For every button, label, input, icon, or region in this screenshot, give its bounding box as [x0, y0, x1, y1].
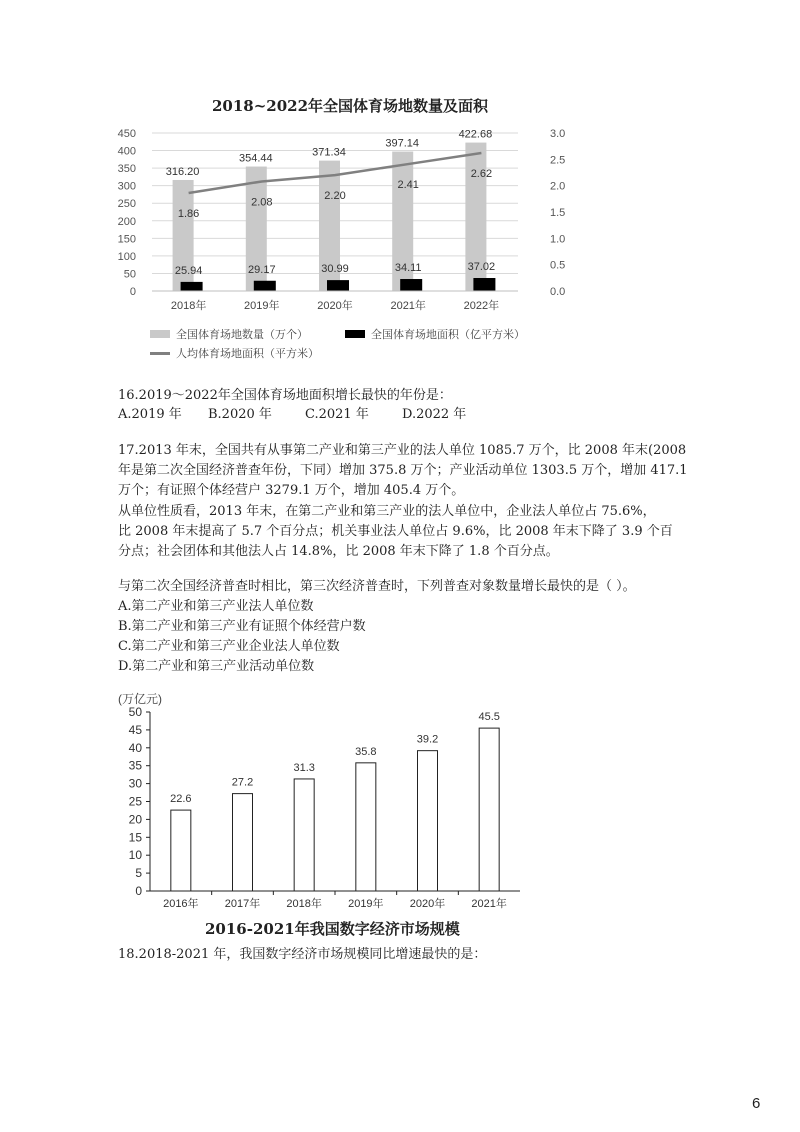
- data-label-per-capita: 2.41: [397, 179, 419, 192]
- y-right-tick-label: 3.0: [550, 128, 566, 140]
- q17-line-6: 分点；社会团体和其他法人占 14.8%，比 2008 年末下降了 1.8 个百分点。: [118, 544, 559, 559]
- bar-area: [473, 278, 495, 291]
- x-tick-label: 2019年: [244, 300, 280, 312]
- q17-option-a: A.第二产业和第三产业法人单位数: [118, 599, 314, 614]
- y-right-tick-label: 1.5: [550, 207, 566, 219]
- chart1-title: 2018~2022年全国体育场地数量及面积: [211, 97, 489, 115]
- data-label-area: 30.99: [321, 263, 349, 276]
- y-right-tick-label: 0.5: [550, 259, 566, 272]
- y-tick-label: 50: [128, 705, 142, 719]
- bar: [233, 794, 253, 891]
- y-tick-label: 30: [128, 776, 142, 791]
- data-label-area: 29.17: [248, 263, 276, 276]
- data-label-count: 316.20: [165, 165, 200, 178]
- legend-item-area: [345, 326, 525, 342]
- y-left-tick-label: 0: [129, 286, 136, 298]
- bar: [294, 779, 314, 891]
- y-tick-label: 40: [128, 740, 142, 755]
- x-tick-label: 2020年: [317, 300, 353, 312]
- data-label: 31.3: [293, 761, 315, 774]
- data-label-count: 422.68: [458, 128, 493, 141]
- data-label-area: 37.02: [467, 261, 496, 274]
- x-tick-label: 2019年: [348, 898, 384, 910]
- y-left-tick-label: 100: [117, 250, 136, 263]
- x-tick-label: 2018年: [286, 898, 322, 910]
- y-tick-label: 25: [128, 794, 142, 809]
- legend-swatch-per-capita: [150, 352, 170, 355]
- q17-line-4: 从单位性质看，2013 年末，在第二产业和第三产业的法人单位中，企业法人单位占 75.6%，: [118, 504, 656, 519]
- y-left-tick-label: 450: [117, 128, 136, 140]
- legend-item-count: [150, 326, 308, 342]
- y-left-tick-label: 50: [123, 268, 136, 281]
- q16-stem: 16.2019～2022年全国体育场地面积增长最快的年份是：: [118, 388, 452, 403]
- y-right-tick-label: 2.5: [550, 154, 566, 167]
- q17-option-d: D.第二产业和第三产业活动单位数: [118, 659, 315, 674]
- data-label: 27.2: [231, 776, 254, 789]
- q16-option-d: D.2022 年: [402, 407, 467, 422]
- legend-label-count: 全国体育场地数量（万个）: [176, 329, 308, 341]
- q16-option-c: C.2021 年: [305, 407, 369, 422]
- q17-option-c: C.第二产业和第三产业企业法人单位数: [118, 639, 340, 654]
- data-label-per-capita: 2.20: [324, 190, 346, 203]
- y-tick-label: 35: [128, 758, 142, 773]
- y-left-tick-label: 150: [117, 233, 136, 246]
- q16-option-b: B.2020 年: [208, 407, 272, 422]
- legend-swatch-count: [150, 330, 170, 338]
- x-tick-label: 2016年: [163, 898, 199, 910]
- chart2-svg: [110, 700, 530, 918]
- q18-stem: 18.2018-2021 年，我国数字经济市场规模同比增速最快的是：: [118, 947, 487, 962]
- y-tick-label: 10: [128, 848, 142, 863]
- data-label-area: 34.11: [394, 262, 422, 275]
- x-tick-label: 2021年: [471, 898, 507, 910]
- q17-line-5: 比 2008 年末提高了 5.7 个百分点；机关事业法人单位占 9.6%，比 2008 年末下降了 3.9 个百: [118, 524, 673, 539]
- page-number: 6: [752, 1095, 761, 1112]
- bar-area: [400, 279, 422, 291]
- q17-line-2: 年是第二次全国经济普查年份，下同）增加 375.8 万个；产业活动单位 1303.5 万个，增加 417.1: [118, 463, 688, 478]
- bar-area: [181, 282, 203, 291]
- y-left-tick-label: 350: [117, 163, 136, 176]
- bar-area: [327, 280, 349, 291]
- x-tick-label: 2017年: [224, 898, 261, 910]
- y-tick-label: 15: [128, 830, 142, 845]
- q17-line-1: 17.2013 年末，全国共有从事第二产业和第三产业的法人单位 1085.7 万个，比 2008 年末(2008: [118, 443, 687, 458]
- y-tick-label: 5: [135, 866, 142, 881]
- data-label-count: 354.44: [238, 152, 273, 165]
- legend-label-per-capita: 人均体育场地面积（平方米）: [176, 348, 319, 360]
- x-tick-label: 2020年: [409, 898, 446, 910]
- y-left-tick-label: 200: [117, 215, 136, 228]
- data-label-per-capita: 2.62: [470, 168, 493, 181]
- bar: [479, 728, 499, 891]
- data-label-per-capita: 1.86: [177, 208, 200, 221]
- x-tick-label: 2021年: [390, 300, 426, 312]
- x-tick-label: 2022年: [463, 300, 500, 312]
- data-label: 39.2: [416, 733, 439, 746]
- y-tick-label: 0: [135, 884, 142, 898]
- bar: [356, 763, 376, 891]
- bar-area: [254, 281, 276, 291]
- data-label: 35.8: [355, 745, 377, 758]
- x-tick-label: 2018年: [170, 300, 207, 312]
- q17-line-3: 万个；有证照个体经营户 3279.1 万个，增加 405.4 万个。: [118, 483, 465, 498]
- y-right-tick-label: 1.0: [550, 233, 566, 246]
- legend-swatch-area: [345, 330, 365, 338]
- data-label-count: 397.14: [385, 137, 420, 150]
- legend-item-per-capita: [150, 345, 319, 361]
- q16-options: [118, 405, 466, 425]
- data-label-count: 371.34: [312, 146, 346, 159]
- y-right-tick-label: 0.0: [550, 286, 566, 298]
- data-label-per-capita: 2.08: [251, 196, 273, 209]
- y-left-tick-label: 250: [117, 198, 136, 211]
- chart2-title: 2016-2021年我国数字经济市场规模: [205, 920, 460, 938]
- y-tick-label: 20: [128, 812, 142, 827]
- legend-label-area: 全国体育场地面积（亿平方米）: [371, 329, 525, 341]
- q17-question: 与第二次全国经济普查时相比，第三次经济普查时，下列普查对象数量增长最快的是（ ）。: [118, 579, 636, 594]
- chart2-unit-label: (万亿元): [118, 692, 162, 706]
- data-label-area: 25.94: [174, 264, 203, 277]
- bar: [418, 751, 438, 891]
- q16-option-a: A.2019 年: [118, 407, 182, 422]
- data-label: 45.5: [478, 711, 500, 724]
- y-tick-label: 45: [128, 722, 142, 737]
- bar: [171, 810, 191, 891]
- chart1-svg: [100, 120, 580, 312]
- y-left-tick-label: 400: [117, 145, 136, 158]
- q17-option-b: B.第二产业和第三产业有证照个体经营户数: [118, 619, 366, 634]
- y-left-tick-label: 300: [117, 180, 136, 193]
- y-right-tick-label: 2.0: [550, 180, 566, 193]
- data-label: 22.6: [170, 793, 192, 806]
